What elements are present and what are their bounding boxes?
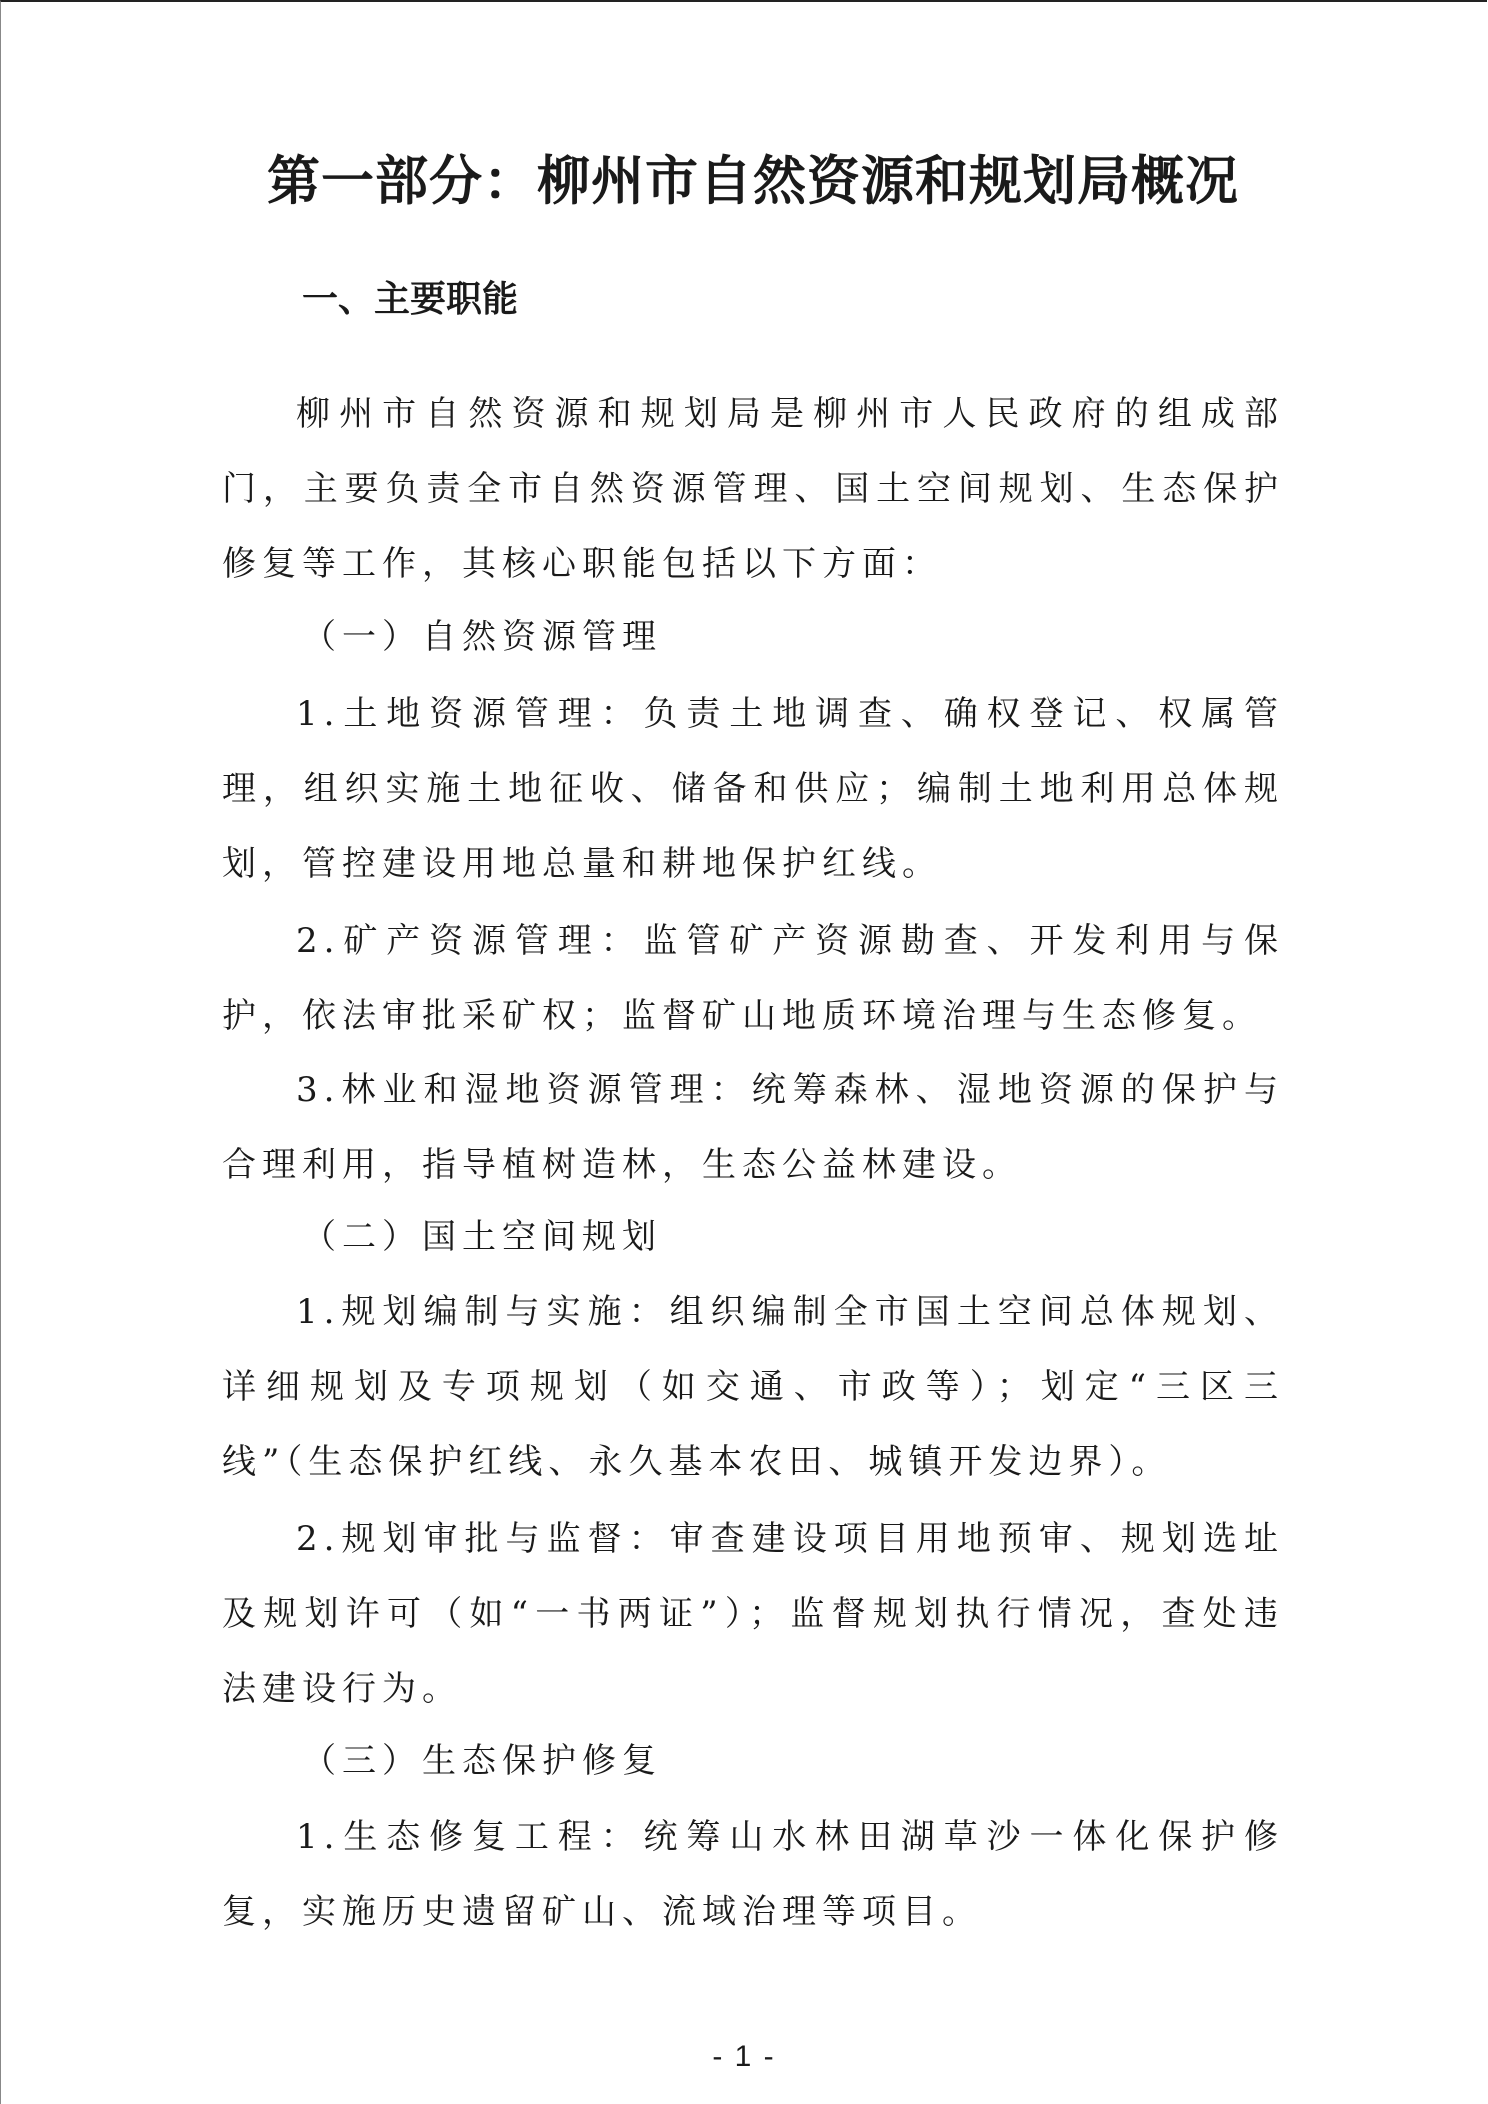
subsection-heading-spatial-planning: （二）国土空间规划: [302, 1217, 662, 1257]
list-item-forestry-wetland: 3.林业和湿地资源管理：统筹森林、湿地资源的保护与合理利用，指导植树造林，生态公益林建设。: [222, 1070, 1284, 1185]
list-item-ecological-restoration: 1.生态修复工程：统筹山水林田湖草沙一体化保护修复，实施历史遗留矿山、流域治理等项目。: [222, 1817, 1284, 1932]
list-item-planning-approval: 2.规划审批与监督：审查建设项目用地预审、规划选址及规划许可（如“一书两证”）；监督规划执行情况，查处违法建设行为。: [222, 1519, 1284, 1709]
intro-paragraph: 柳州市自然资源和规划局是柳州市人民政府的组成部门，主要负责全市自然资源管理、国土空间规划、生态保护修复等工作，其核心职能包括以下方面：: [222, 394, 1284, 584]
subsection-heading-ecological-restoration: （三）生态保护修复: [302, 1741, 662, 1781]
document-title: 第一部分：柳州市自然资源和规划局概况: [267, 151, 1239, 212]
list-item-mineral-resources: 2.矿产资源管理：监管矿产资源勘查、开发利用与保护，依法审批采矿权；监督矿山地质环境治理与生态修复。: [222, 921, 1284, 1036]
list-item-planning-compilation: 1.规划编制与实施：组织编制全市国土空间总体规划、详细规划及专项规划（如交通、市政等）；划定“三区三线”（生态保护红线、永久基本农田、城镇开发边界）。: [222, 1292, 1284, 1482]
page-number: - 1 -: [712, 2040, 776, 2073]
subsection-heading-natural-resources: （一）自然资源管理: [302, 617, 662, 657]
list-item-land-resources: 1.土地资源管理：负责土地调查、确权登记、权属管理，组织实施土地征收、储备和供应；编制土地利用总体规划，管控建设用地总量和耕地保护红线。: [222, 694, 1284, 884]
section-heading: 一、主要职能: [302, 279, 519, 320]
